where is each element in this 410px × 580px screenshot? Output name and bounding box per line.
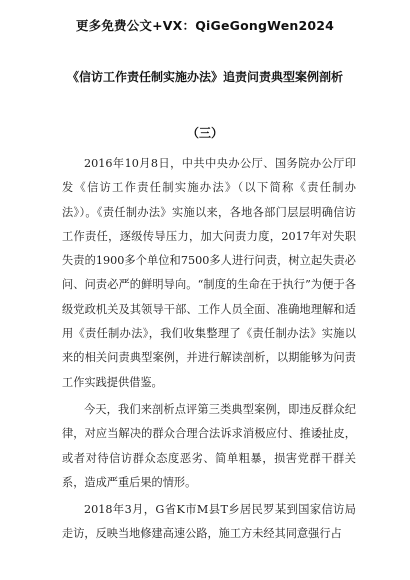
document-title: 《信访工作责任制实施办法》追责问责典型案例剖析 <box>66 70 343 84</box>
paragraph-3: 2018年3月，G省K市M县T乡居民罗某到国家信访局走访，反映当地修建高速公路，施工方未经其同意强行占 <box>62 503 356 541</box>
watermark-text: 更多免费公文+VX：QiGeGongWen2024 <box>75 18 335 33</box>
paragraph-2: 今天，我们来剖析点评第三类典型案例，即违反群众纪律，对应当解决的群众合理合法诉求消极应付、推诿扯皮，或者对待信访群众态度恶劣、简单粗暴，损害党群干群关系，造成严重后果的情形。 <box>62 402 356 489</box>
paragraph-1: 2016年10月8日，中共中央办公厅、国务院办公厅印发《信访工作责任制实施办法》（以下简称《责任制办法》）。《责任制办法》实施以来，各地各部门层层明确信访工作责任，逐级传导压力，加大问责力度，2017年对失职失责的1900多个单位和7500多人进行问责，树立起失责必问、问责必严的鲜明导向。“制度的生命在于执行”为便于各级党政机关及其领导干部、工作人员全面、准确地理解和适用《责任制办法》，我们收集整理了《责任制办法》实施以来的相关问责典型案例，并进行解读剖析，以期能够为问责工作实践提供借鉴。 <box>62 157 356 389</box>
section-number: （三） <box>186 126 223 140</box>
document-body <box>62 152 356 550</box>
